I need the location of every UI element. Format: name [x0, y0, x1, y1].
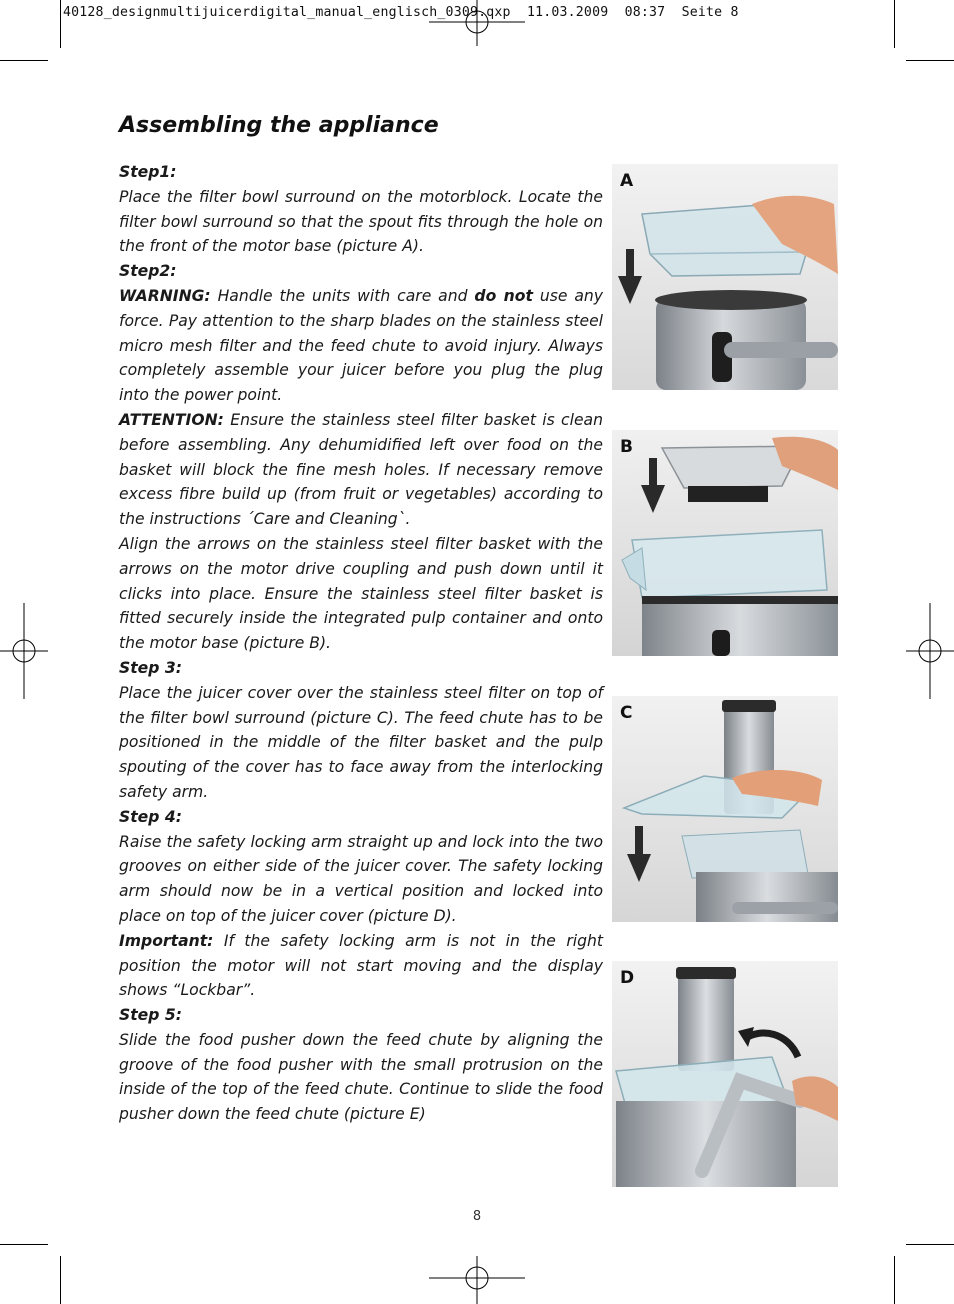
important-block: [119, 929, 603, 1003]
warning-emphasis: do not: [474, 286, 533, 305]
picture-c: [612, 696, 838, 922]
step1-block: [119, 160, 603, 259]
align-block: [119, 532, 603, 656]
picture-b-label: B: [620, 437, 633, 457]
crop-mark-bottom-left-v: [60, 1256, 61, 1304]
crop-mark-bottom-right-v: [894, 1256, 895, 1304]
picture-d-label: D: [620, 968, 635, 988]
step2-heading: Step2:: [119, 262, 177, 281]
picture-a: [612, 164, 838, 390]
picture-a-label: A: [620, 171, 634, 191]
step4-body: Raise the safety locking arm straight up and lock into the two grooves on either side of the juicer cover. The safety locking arm should now be in a vertical position and locked into place on top of the juicer cover (picture D).: [119, 832, 603, 925]
align-text: Align the arrows on the stainless steel filter basket with the arrows on the motor drive coupling and push down until it clicks into place. Ensure the stainless steel filter basket is fitted securely inside the integrated pulp container and onto the motor base (picture B).: [119, 534, 603, 653]
warning-text-1: Handle the units with care and: [210, 286, 475, 305]
step3-block: [119, 656, 603, 805]
crop-mark-bottom-left-h: [0, 1244, 48, 1245]
picture-d: [612, 961, 838, 1187]
step4-block: [119, 805, 603, 929]
picture-c-label: C: [620, 703, 633, 723]
step5-heading: Step 5:: [119, 1006, 182, 1025]
step5-block: [119, 1003, 603, 1127]
instructions-column: [119, 160, 603, 1127]
print-header: 40128_designmultijuicerdigital_manual_englisch_0309.qxp 11.03.2009 08:37 Seite 8: [63, 5, 739, 20]
step1-heading: Step1:: [119, 163, 177, 181]
step5-body: Slide the food pusher down the feed chute by aligning the groove of the food pusher with the small protrusion on the inside of the top of the feed chute. Continue to slide the food pusher down the feed chute (picture E): [119, 1030, 603, 1124]
attention-label: ATTENTION:: [119, 410, 224, 429]
step4-heading: Step 4:: [119, 807, 182, 826]
warning-text-2: use any force. Pay attention to the sharp blades on the stainless steel micro mesh filter and the feed chute to avoid injury. Always completely assemble your juicer before you plug the plug into the power point.: [119, 286, 603, 405]
crop-mark-bottom-right-h: [906, 1244, 954, 1245]
attention-block: [119, 408, 603, 532]
safety-arm-photo-icon: [612, 961, 838, 1187]
registration-mark-left-icon: [0, 603, 48, 699]
warning-label: WARNING:: [119, 286, 211, 305]
page-number: 8: [472, 1209, 482, 1224]
filter-basket-photo-icon: [612, 430, 838, 656]
registration-mark-right-icon: [906, 603, 954, 699]
important-label: Important:: [119, 931, 214, 950]
important-text: If the safety locking arm is not in the right position the motor will not start moving and the display shows “Lockbar”.: [119, 931, 603, 1000]
step3-heading: Step 3:: [119, 658, 182, 677]
attention-text: Ensure the stainless steel filter basket is clean before assembling. Any dehumidified left over food on the basket will block the fine mesh holes. If necessary remove excess fibre build up (from fruit or vegetables) according to the instructions ´Care and Cleaning`.: [119, 410, 603, 529]
juicer-cover-photo-icon: [612, 696, 838, 922]
step3-body: Place the juicer cover over the stainless steel filter on top of the filter bowl surround (picture C). The feed chute has to be positioned in the middle of the filter basket and the pulp spouting of the cover has to face away from the interlocking safety arm.: [119, 683, 603, 801]
page-title: Assembling the appliance: [119, 113, 439, 138]
crop-mark-top-right-v: [894, 0, 895, 48]
picture-b: [612, 430, 838, 656]
juicer-bowl-photo-icon: [612, 164, 838, 390]
step1-body: Place the filter bowl surround on the motorblock. Locate the filter bowl surround so that the spout fits through the hole on the front of the motor base (picture A).: [119, 187, 603, 256]
crop-mark-top-left-v: [60, 0, 61, 48]
step2-block: [119, 259, 603, 408]
registration-mark-bottom-icon: [429, 1256, 525, 1304]
crop-mark-top-left-h: [0, 60, 48, 61]
registration-mark-top-icon: [429, 0, 525, 48]
crop-mark-top-right-h: [906, 60, 954, 61]
